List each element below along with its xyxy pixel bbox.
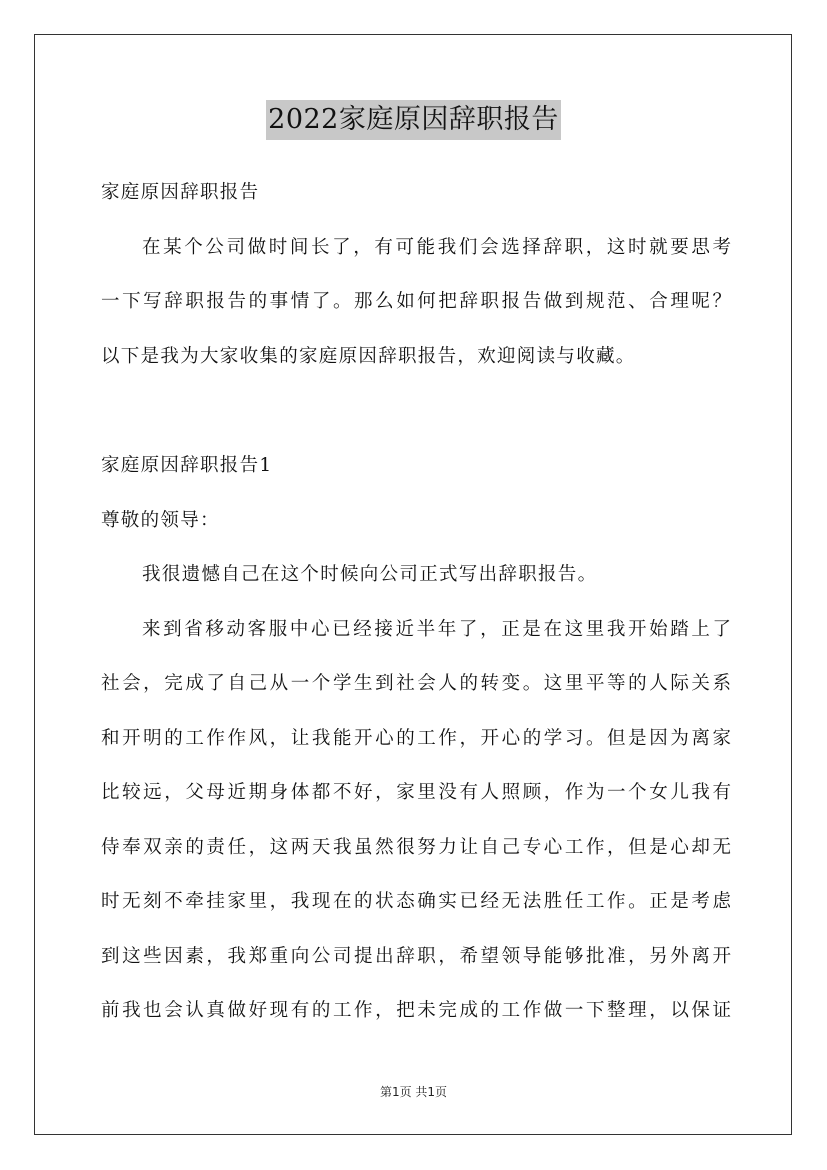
paragraph-2-line-4: 比较远，父母近期身体都不好，家里没有人照顾，作为一个女儿我有 bbox=[101, 782, 731, 803]
paragraph-2-line-2: 社会，完成了自己从一个学生到社会人的转变。这里平等的人际关系 bbox=[101, 673, 731, 694]
intro-line-1: 在某个公司做时间长了，有可能我们会选择辞职，这时就要思考 bbox=[142, 236, 731, 258]
section-heading: 家庭原因辞职报告1 bbox=[101, 455, 273, 476]
paragraph-1: 我很遗憾自己在这个时候向公司正式写出辞职报告。 bbox=[142, 564, 598, 585]
paragraph-2-line-6: 时无刻不牵挂家里，我现在的状态确实已经无法胜任工作。正是考虑 bbox=[101, 891, 731, 912]
section-spacer bbox=[101, 388, 731, 443]
paragraph-2-line-7: 到这些因素，我郑重向公司提出辞职，希望领导能够批准，另外离开 bbox=[101, 945, 731, 967]
document-body bbox=[101, 170, 731, 1043]
intro-heading: 家庭原因辞职报告 bbox=[101, 182, 260, 203]
paragraph-2-line-8: 前我也会认真做好现有的工作，把未完成的工作做一下整理，以保证 bbox=[101, 1000, 731, 1021]
page-footer: 第1页 共1页 bbox=[379, 1085, 448, 1099]
paragraph-2-line-3: 和开明的工作作风，让我能开心的工作，开心的学习。但是因为离家 bbox=[101, 727, 731, 749]
intro-line-2: 一下写辞职报告的事情了。那么如何把辞职报告做到规范、合理呢？ bbox=[101, 291, 731, 312]
title-container bbox=[0, 100, 827, 140]
paragraph-2-line-1: 来到省移动客服中心已经接近半年了，正是在这里我开始踏上了 bbox=[142, 618, 731, 640]
salutation: 尊敬的领导： bbox=[101, 509, 220, 531]
document-title: 2022家庭原因辞职报告 bbox=[266, 100, 561, 140]
intro-line-3: 以下是我为大家收集的家庭原因辞职报告，欢迎阅读与收藏。 bbox=[101, 345, 636, 367]
paragraph-2-line-5: 侍奉双亲的责任，这两天我虽然很努力让自己专心工作，但是心却无 bbox=[101, 836, 731, 858]
